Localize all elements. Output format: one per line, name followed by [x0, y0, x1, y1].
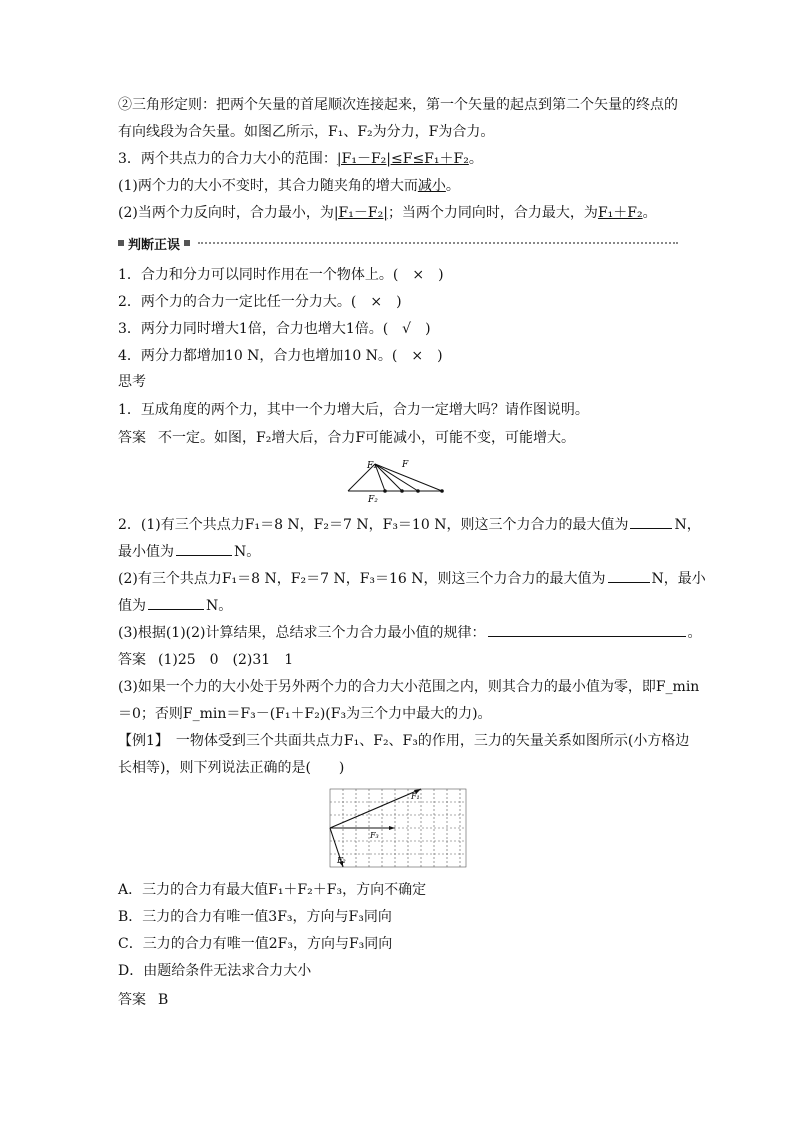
q2-1-text: 2．(1)有三个共点力F₁＝8 N，F₂＝7 N，F₃＝10 N，则这三个力合力的最大值为 — [118, 517, 629, 533]
answer-2-3-line1: (3)如果一个力的大小处于另外两个力的合力大小范围之内，则其合力的最小值为零，即F_min — [118, 679, 700, 695]
para-angle — [118, 176, 678, 196]
example-1-line1: 【例1】 一物体受到三个共面共点力F₁、F₂、F₃的作用，三力的矢量关系如图所示(小方格边 — [118, 733, 690, 749]
fig1-dot — [440, 489, 444, 493]
q2-2-text: (2)有三个共点力F₁＝8 N，F₂＝7 N，F₃＝16 N，则这三个力合力的最大值为 — [118, 571, 606, 587]
answer-label: 答案 — [118, 652, 146, 668]
minmax-a: (2)当两个力反向时，合力最小，为 — [118, 205, 334, 221]
blank-max[interactable] — [630, 514, 672, 529]
section-square-icon — [184, 240, 190, 246]
fig1-f2c-line — [375, 464, 418, 491]
question-2-1-line1 — [118, 514, 701, 535]
option-a[interactable]: A．三力的合力有最大值F₁＋F₂＋F₃，方向不确定 — [118, 882, 427, 898]
q2-1-min-unit: N。 — [234, 544, 261, 560]
answer-2-text: (1)25 0 (2)31 1 — [158, 652, 294, 668]
fig2-label-f1: F₁ — [411, 792, 420, 801]
para-min-max — [118, 203, 678, 223]
fig1-f-line — [375, 464, 442, 491]
answer-1-text: 不一定。如图，F₂增大后，合力F可能减小，可能不变，可能增大。 — [158, 430, 576, 446]
think-heading: 思考 — [118, 374, 146, 390]
answer-1 — [118, 428, 678, 448]
q2-1-unit: N， — [674, 517, 701, 533]
blank-min[interactable] — [176, 541, 232, 556]
q2-2-min-text: 值为 — [118, 598, 146, 614]
answer-label: 答案 — [118, 430, 146, 446]
judge-item-2: 2．两个力的合力一定比任一分力大。( × ) — [118, 294, 402, 310]
range-formula: |F₁－F₂|≤F≤F₁＋F₂ — [336, 151, 469, 167]
fig1-dot — [400, 489, 404, 493]
fig2-label-f2: F₂ — [337, 856, 346, 865]
example-1-line2: 长相等)，则下列说法正确的是( ) — [118, 760, 345, 776]
question-2-3 — [118, 622, 702, 643]
fig1-label-f: F — [402, 460, 409, 470]
fig1-label-f2: F₂ — [368, 495, 378, 505]
q2-3-text: (3)根据(1)(2)计算结果，总结求三个力合力最小值的规律： — [118, 625, 486, 641]
section-divider — [198, 242, 678, 244]
figure-force-triangle — [340, 456, 460, 508]
section-header-judge — [118, 234, 678, 252]
answer-label: 答案 — [118, 992, 146, 1008]
minmax-end: 。 — [642, 205, 657, 221]
option-d[interactable]: D．由题给条件无法求合力大小 — [118, 963, 312, 979]
answer-2 — [118, 650, 678, 670]
minmax-min: |F₁－F₂| — [333, 205, 388, 221]
question-1: 1．互成角度的两个力，其中一个力增大后，合力一定增大吗？请作图说明。 — [118, 402, 589, 418]
section-title: 判断正误 — [128, 237, 181, 253]
blank-max-2[interactable] — [608, 568, 650, 583]
minmax-c: ；当两个力同向时，合力最大，为 — [387, 205, 598, 221]
angle-answer: 减小 — [417, 178, 446, 194]
q2-2-min-unit: N。 — [206, 598, 233, 614]
q2-3-end: 。 — [687, 625, 702, 641]
minmax-max: F₁＋F₂ — [597, 205, 643, 221]
para-triangle-rule-line1: ②三角形定则：把两个矢量的首尾顺次连接起来，第一个矢量的起点到第二个矢量的终点的 — [118, 97, 678, 113]
blank-rule[interactable] — [488, 622, 686, 637]
option-c[interactable]: C．三力的合力有唯一值2F₃，方向与F₃同向 — [118, 936, 393, 952]
answer-2-3-line2: ＝0；否则F_min＝F₃－(F₁＋F₂)(F₃为三个力中最大的力)。 — [118, 706, 492, 722]
fig1-dot — [383, 489, 387, 493]
q2-2-unit: N，最小 — [651, 571, 706, 587]
option-b[interactable]: B．三力的合力有唯一值3F₃，方向与F₃同向 — [118, 909, 392, 925]
range-end: 。 — [468, 151, 483, 167]
q2-1-min-text: 最小值为 — [118, 544, 174, 560]
vector-f1 — [330, 789, 421, 828]
answer-3-text: B — [158, 992, 169, 1008]
angle-end: 。 — [445, 178, 460, 194]
section-square-icon — [118, 240, 124, 246]
figure-grid-vectors — [328, 787, 468, 869]
judge-item-4: 4．两分力都增加10 N，合力也增加10 N。( × ) — [118, 348, 443, 364]
fig2-label-f3: F₃ — [370, 831, 379, 840]
answer-3 — [118, 990, 678, 1010]
para-triangle-rule-line2: 有向线段为合矢量。如图乙所示，F₁、F₂为分力，F为合力。 — [118, 124, 495, 140]
range-intro: 3．两个共点力的合力大小的范围： — [118, 151, 337, 167]
question-2-2-line2 — [118, 595, 678, 616]
question-2-1-line2 — [118, 541, 678, 562]
arrow-f3-icon — [389, 826, 395, 830]
question-2-2-line1 — [118, 568, 706, 589]
judge-item-1: 1．合力和分力可以同时作用在一个物体上。( × ) — [118, 267, 444, 283]
fig1-label-f1: F₁ — [367, 461, 377, 471]
fig1-dot — [416, 489, 420, 493]
judge-item-3: 3．两分力同时增大1倍，合力也增大1倍。( √ ) — [118, 321, 431, 337]
blank-min-2[interactable] — [148, 595, 204, 610]
para-range — [118, 149, 678, 169]
angle-text: (1)两个力的大小不变时，其合力随夹角的增大而 — [118, 178, 418, 194]
fig1-f2b-line — [375, 464, 402, 491]
